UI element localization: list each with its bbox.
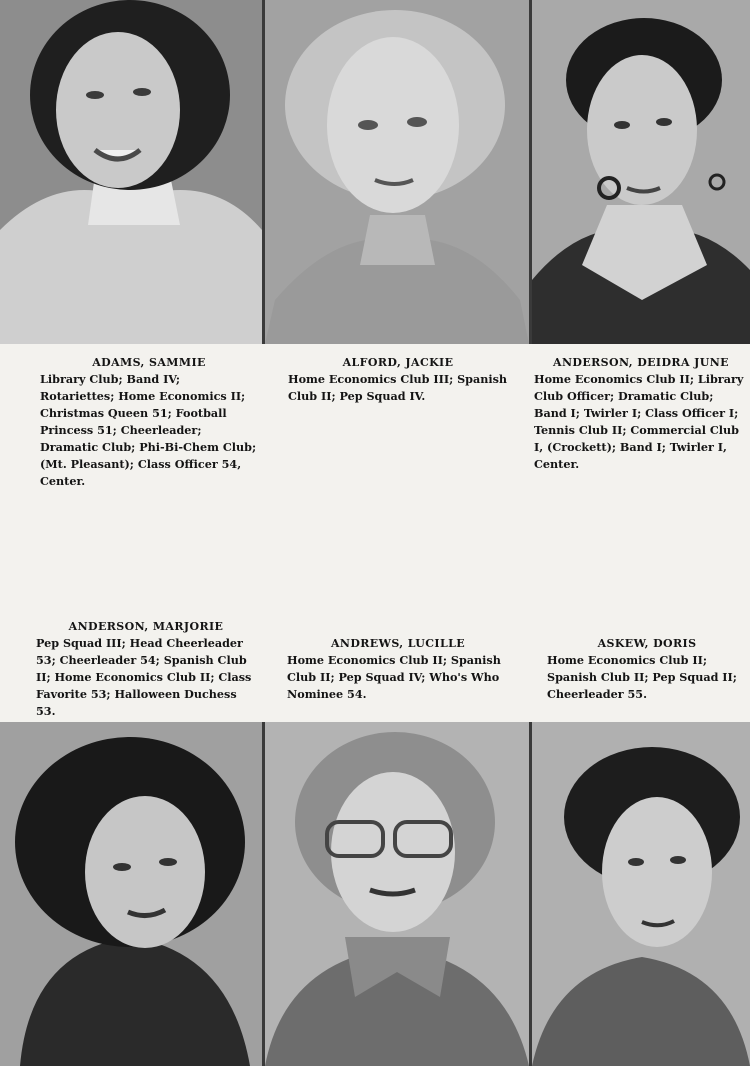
student-name: ANDREWS, LUCILLE [330,637,466,650]
student-name: ANDERSON, MARJORIE [68,620,224,633]
student-caption-adams [40,354,258,490]
portrait-photo-adams [0,0,262,344]
student-activities: Home Economics Club III; Spanish Club II; Pep Squad IV. [288,372,508,403]
student-activities: Library Club; Band IV; Rotariettes; Home Economics II; Christmas Queen 51; Football Princess 51; Cheerleader; Dramatic Club; Phi-Bi-Chem Club; (Mt. Pleasant); Class Officer 54, Center. [40,372,257,488]
student-activities: Pep Squad III; Head Cheerleader 53; Cheerleader 54; Spanish Club II; Home Economics Club II; Class Favorite 53; Halloween Duchess 53. [36,636,252,718]
student-caption-alford [288,354,508,405]
student-name: ALFORD, JACKIE [342,356,454,369]
student-name: ASKEW, DORIS [597,637,697,650]
portrait-photo-anderson-deidra [532,0,750,344]
student-name: ANDERSON, DEIDRA JUNE [553,356,729,369]
portrait-photo-anderson-marjorie [0,722,262,1066]
student-caption-anderson-marjorie [36,618,256,720]
portrait-photo-andrews [265,722,529,1066]
student-activities: Home Economics Club II; Library Club Officer; Dramatic Club; Band I; Twirler I; Class Officer I; Tennis Club II; Commercial Club I, (Crockett); Band I; Twirler I, Center. [534,372,744,471]
student-activities: Home Economics Club II; Spanish Club II; Pep Squad II; Cheerleader 55. [547,653,737,701]
student-caption-anderson-deidra [534,354,748,473]
student-caption-andrews [287,635,509,703]
student-name: ADAMS, SAMMIE [92,356,206,369]
student-activities: Home Economics Club II; Spanish Club II; Pep Squad IV; Who's Who Nominee 54. [287,653,501,701]
student-caption-askew [547,635,747,703]
portrait-photo-alford [265,0,529,344]
portrait-photo-askew [532,722,750,1066]
